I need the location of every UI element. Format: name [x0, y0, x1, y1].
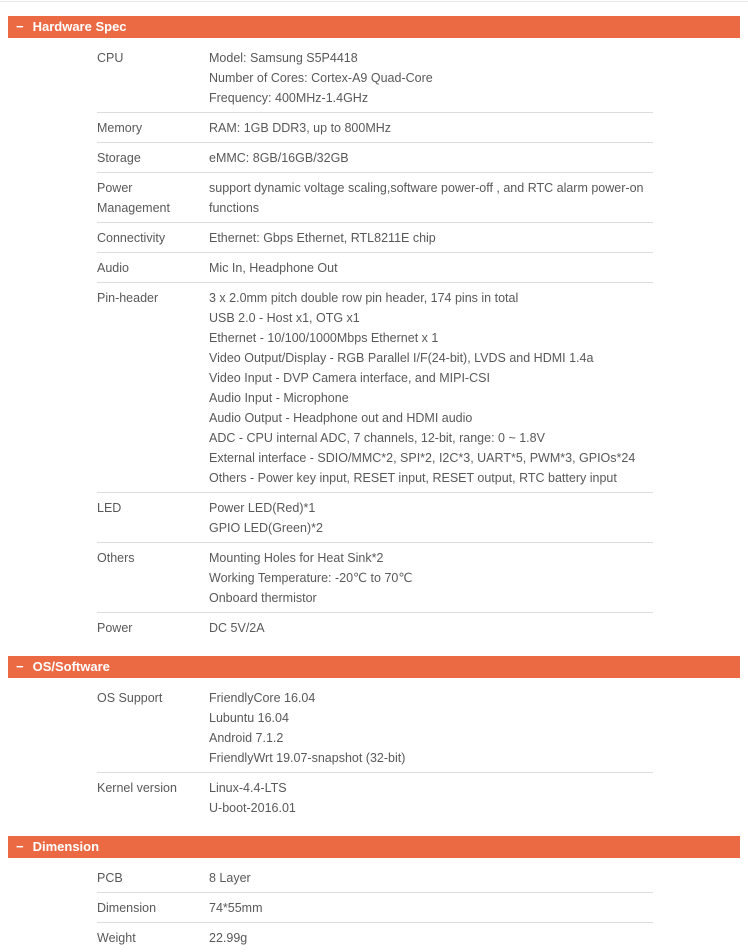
spec-value-line: External interface - SDIO/MMC*2, SPI*2, I2C*3, UART*5, PWM*3, GPIOs*24: [209, 448, 653, 468]
table-row: [97, 493, 653, 543]
spec-table-os-software: [97, 683, 653, 822]
spec-value-line: U-boot-2016.01: [209, 798, 653, 818]
spec-value-line: Mic In, Headphone Out: [209, 258, 653, 278]
spec-value: [209, 143, 653, 173]
table-row: [97, 143, 653, 173]
spec-table-dimension: [97, 863, 653, 952]
section-title: Dimension: [33, 839, 99, 854]
spec-value-line: Model: Samsung S5P4418: [209, 48, 653, 68]
spec-value: [209, 923, 653, 952]
table-row: [97, 113, 653, 143]
spec-value-line: Lubuntu 16.04: [209, 708, 653, 728]
table-row: [97, 43, 653, 113]
section-dimension: [0, 836, 748, 952]
table-row: [97, 923, 653, 952]
section-title: Hardware Spec: [33, 19, 127, 34]
spec-value-line: Mounting Holes for Heat Sink*2: [209, 548, 653, 568]
section-hardware-spec: [0, 16, 748, 642]
spec-value: [209, 493, 653, 543]
spec-value-line: ADC - CPU internal ADC, 7 channels, 12-bit, range: 0 ~ 1.8V: [209, 428, 653, 448]
table-row: [97, 253, 653, 283]
spec-label: CPU: [97, 43, 209, 113]
spec-label: LED: [97, 493, 209, 543]
spec-value-line: Number of Cores: Cortex-A9 Quad-Core: [209, 68, 653, 88]
spec-value-line: Video Output/Display - RGB Parallel I/F(24-bit), LVDS and HDMI 1.4a: [209, 348, 653, 368]
spec-label: Memory: [97, 113, 209, 143]
spec-value-line: Others - Power key input, RESET input, RESET output, RTC battery input: [209, 468, 653, 488]
spec-value-line: Linux-4.4-LTS: [209, 778, 653, 798]
spec-value-line: Onboard thermistor: [209, 588, 653, 608]
table-row: [97, 863, 653, 893]
spec-label: Kernel version: [97, 773, 209, 823]
spec-label: Others: [97, 543, 209, 613]
spec-value: [209, 223, 653, 253]
spec-value-line: Audio Input - Microphone: [209, 388, 653, 408]
collapse-minus-icon[interactable]: −: [16, 836, 24, 858]
table-row: [97, 613, 653, 643]
spec-value: [209, 253, 653, 283]
spec-value: [209, 683, 653, 773]
table-row: [97, 283, 653, 493]
spec-label: Audio: [97, 253, 209, 283]
collapse-minus-icon[interactable]: −: [16, 656, 24, 678]
spec-value-line: 8 Layer: [209, 868, 653, 888]
spec-label: Storage: [97, 143, 209, 173]
spec-value: [209, 173, 653, 223]
spec-value: [209, 543, 653, 613]
collapse-minus-icon[interactable]: −: [16, 16, 24, 38]
spec-value: [209, 43, 653, 113]
spec-value-line: 22.99g: [209, 928, 653, 948]
spec-value-line: 3 x 2.0mm pitch double row pin header, 174 pins in total: [209, 288, 653, 308]
spec-value-line: FriendlyWrt 19.07-snapshot (32-bit): [209, 748, 653, 768]
spec-label: Power Management: [97, 173, 209, 223]
spec-value-line: Power LED(Red)*1: [209, 498, 653, 518]
table-row: [97, 223, 653, 253]
spec-value: [209, 773, 653, 823]
section-header-hardware-spec[interactable]: [8, 16, 740, 38]
spec-table-hardware-spec: [97, 43, 653, 642]
spec-value: [209, 863, 653, 893]
spec-value: [209, 283, 653, 493]
table-row: [97, 683, 653, 773]
spec-label: OS Support: [97, 683, 209, 773]
table-row: [97, 543, 653, 613]
spec-label: Connectivity: [97, 223, 209, 253]
spec-value: [209, 113, 653, 143]
spec-value-line: Working Temperature: -20℃ to 70℃: [209, 568, 653, 588]
table-row: [97, 893, 653, 923]
section-header-dimension[interactable]: [8, 836, 740, 858]
spec-value-line: Frequency: 400MHz-1.4GHz: [209, 88, 653, 108]
spec-value-line: Ethernet - 10/100/1000Mbps Ethernet x 1: [209, 328, 653, 348]
spec-label: Power: [97, 613, 209, 643]
spec-value-line: Ethernet: Gbps Ethernet, RTL8211E chip: [209, 228, 653, 248]
section-os-software: [0, 656, 748, 822]
spec-value-line: DC 5V/2A: [209, 618, 653, 638]
spec-label: PCB: [97, 863, 209, 893]
spec-page: [0, 1, 748, 952]
spec-value-line: support dynamic voltage scaling,software power-off , and RTC alarm power-on functions: [209, 178, 653, 218]
spec-value-line: Video Input - DVP Camera interface, and MIPI-CSI: [209, 368, 653, 388]
spec-value-line: FriendlyCore 16.04: [209, 688, 653, 708]
spec-value-line: Android 7.1.2: [209, 728, 653, 748]
spec-value-line: eMMC: 8GB/16GB/32GB: [209, 148, 653, 168]
spec-value-line: 74*55mm: [209, 898, 653, 918]
spec-value-line: RAM: 1GB DDR3, up to 800MHz: [209, 118, 653, 138]
spec-value: [209, 893, 653, 923]
spec-label: Pin-header: [97, 283, 209, 493]
spec-value-line: USB 2.0 - Host x1, OTG x1: [209, 308, 653, 328]
spec-value-line: Audio Output - Headphone out and HDMI audio: [209, 408, 653, 428]
spec-label: Dimension: [97, 893, 209, 923]
spec-value: [209, 613, 653, 643]
spec-label: Weight: [97, 923, 209, 952]
spec-value-line: GPIO LED(Green)*2: [209, 518, 653, 538]
top-divider: [0, 1, 748, 2]
section-header-os-software[interactable]: [8, 656, 740, 678]
section-title: OS/Software: [33, 659, 110, 674]
table-row: [97, 773, 653, 823]
table-row: [97, 173, 653, 223]
